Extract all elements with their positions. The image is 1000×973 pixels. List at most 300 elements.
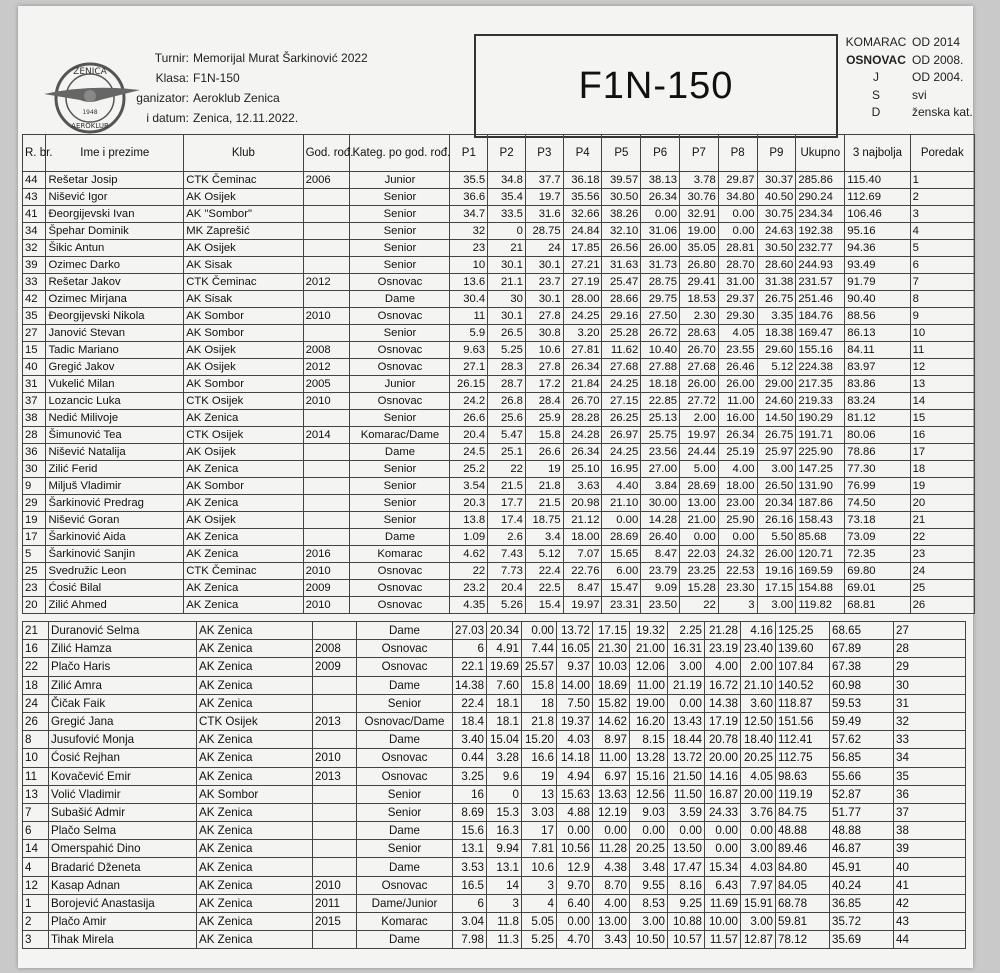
cell-p8: 23.55 xyxy=(718,342,757,359)
cell-p4: 21.12 xyxy=(563,512,602,529)
cell-p5: 25.47 xyxy=(602,274,641,291)
cell-p7: 5.00 xyxy=(680,461,719,478)
cell-best3: 46.87 xyxy=(830,840,894,858)
table-row xyxy=(23,172,975,189)
table-body-bottom xyxy=(23,622,966,949)
cell-p1: 14.38 xyxy=(453,676,487,694)
cell-year xyxy=(303,410,350,427)
cell-name: Šikic Antun xyxy=(46,240,184,257)
cell-p6: 21.00 xyxy=(630,640,668,658)
cell-name: Svedružic Leon xyxy=(46,563,184,580)
cell-p4: 25.10 xyxy=(563,461,602,478)
cell-p4: 14.18 xyxy=(557,749,593,767)
cell-p9: 2.00 xyxy=(741,658,776,676)
table-row xyxy=(23,731,966,749)
cell-p1: 27.1 xyxy=(450,359,488,376)
cell-name: Miljuš Vladimir xyxy=(46,478,184,495)
table-row xyxy=(23,376,975,393)
cell-category: Dame xyxy=(350,444,450,461)
cell-p6: 29.75 xyxy=(641,291,680,308)
col-p5: P5 xyxy=(602,135,641,172)
cell-best3: 95.16 xyxy=(845,223,910,240)
cell-p6: 9.09 xyxy=(641,580,680,597)
cell-year: 2013 xyxy=(313,712,357,730)
table-row xyxy=(23,240,975,257)
cell-rbr: 43 xyxy=(23,189,46,206)
cell-p5: 15.65 xyxy=(602,546,641,563)
cell-p9: 26.00 xyxy=(757,546,796,563)
cell-year xyxy=(313,840,357,858)
cell-rank: 3 xyxy=(910,206,974,223)
cell-category: Senior xyxy=(350,206,450,223)
cell-p9: 29.60 xyxy=(757,342,796,359)
cell-p7: 19.00 xyxy=(680,223,719,240)
cell-p2: 20.4 xyxy=(488,580,526,597)
cell-best3: 51.77 xyxy=(830,803,894,821)
cell-year xyxy=(313,694,357,712)
cell-p5: 32.10 xyxy=(602,223,641,240)
cell-p9: 3.00 xyxy=(757,597,796,614)
cell-p3: 3.4 xyxy=(525,529,563,546)
cell-p5: 0.00 xyxy=(593,822,630,840)
cell-total: 59.81 xyxy=(776,913,830,931)
cell-club: CTK Osijek xyxy=(184,427,303,444)
cell-year xyxy=(313,822,357,840)
cell-best3: 83.24 xyxy=(845,393,910,410)
table-row xyxy=(23,512,975,529)
cell-p6: 19.00 xyxy=(630,694,668,712)
cell-p9: 31.38 xyxy=(757,274,796,291)
cell-p6: 9.55 xyxy=(630,876,668,894)
cell-p5: 10.03 xyxy=(593,658,630,676)
table-row xyxy=(23,712,966,730)
cell-p1: 5.9 xyxy=(450,325,488,342)
cell-club: AK Zenica xyxy=(197,694,313,712)
cell-best3: 106.46 xyxy=(845,206,910,223)
category-name: KOMARAC xyxy=(845,35,907,49)
cell-p5: 0.00 xyxy=(602,512,641,529)
cell-p8: 10.00 xyxy=(705,913,741,931)
cell-p2: 15.04 xyxy=(487,731,522,749)
cell-rank: 37 xyxy=(894,803,966,821)
cell-year: 2005 xyxy=(303,376,350,393)
class-title: F1N-150 xyxy=(474,34,838,138)
cell-p1: 23 xyxy=(450,240,488,257)
cell-p9: 30.50 xyxy=(757,240,796,257)
cell-best3: 59.53 xyxy=(830,694,894,712)
cell-club: AK Zenica xyxy=(197,622,313,640)
cell-p5: 4.00 xyxy=(593,894,630,912)
cell-p6: 26.34 xyxy=(641,189,680,206)
cell-p2: 11.3 xyxy=(487,931,522,949)
cell-year: 2010 xyxy=(303,308,350,325)
cell-p6: 18.18 xyxy=(641,376,680,393)
cell-p4: 19.37 xyxy=(557,712,593,730)
cell-club: AK Sombor xyxy=(197,785,313,803)
cell-rank: 30 xyxy=(894,676,966,694)
cell-p9: 7.97 xyxy=(741,876,776,894)
cell-best3: 90.40 xyxy=(845,291,910,308)
cell-p6: 28.75 xyxy=(641,274,680,291)
cell-p1: 24.5 xyxy=(450,444,488,461)
cell-p9: 4.03 xyxy=(741,858,776,876)
cell-p1: 3.54 xyxy=(450,478,488,495)
table-row xyxy=(23,427,975,444)
cell-p6: 0.00 xyxy=(641,206,680,223)
cell-category: Osnovac xyxy=(357,876,453,894)
cell-p4: 36.18 xyxy=(563,172,602,189)
cell-p6: 27.88 xyxy=(641,359,680,376)
cell-total: 184.76 xyxy=(796,308,845,325)
cell-p8: 0.00 xyxy=(705,840,741,858)
cell-rank: 13 xyxy=(910,376,974,393)
cell-p1: 32 xyxy=(450,223,488,240)
table-row xyxy=(23,495,975,512)
cell-name: Borojević Anastasija xyxy=(49,894,197,912)
cell-p8: 29.87 xyxy=(718,172,757,189)
cell-year: 2008 xyxy=(313,640,357,658)
cell-club: AK Zenica xyxy=(197,803,313,821)
cell-total: 225.90 xyxy=(796,444,845,461)
cell-p1: 18.4 xyxy=(453,712,487,730)
cell-total: 187.86 xyxy=(796,495,845,512)
cell-name: Tadic Mariano xyxy=(46,342,184,359)
cell-rbr: 37 xyxy=(23,393,46,410)
cell-p4: 14.00 xyxy=(557,676,593,694)
cell-p6: 9.03 xyxy=(630,803,668,821)
cell-total: 217.35 xyxy=(796,376,845,393)
cell-rank: 1 xyxy=(910,172,974,189)
cell-p1: 0.44 xyxy=(453,749,487,767)
organizer-label: ganizator: xyxy=(136,91,189,105)
cell-rbr: 19 xyxy=(23,512,46,529)
cell-year xyxy=(313,858,357,876)
cell-p6: 12.56 xyxy=(630,785,668,803)
cell-best3: 67.89 xyxy=(830,640,894,658)
cell-p2: 3.28 xyxy=(487,749,522,767)
cell-p4: 0.00 xyxy=(557,822,593,840)
cell-rbr: 39 xyxy=(23,257,46,274)
cell-p4: 28.28 xyxy=(563,410,602,427)
cell-p3: 21.5 xyxy=(525,495,563,512)
table-row xyxy=(23,694,966,712)
cell-category: Osnovac xyxy=(350,597,450,614)
cell-category: Senior xyxy=(350,461,450,478)
cell-p2: 7.60 xyxy=(487,676,522,694)
cell-best3: 76.99 xyxy=(845,478,910,495)
cell-best3: 69.80 xyxy=(845,563,910,580)
cell-category: Junior xyxy=(350,172,450,189)
cell-p2: 21.5 xyxy=(488,478,526,495)
cell-p9: 26.50 xyxy=(757,478,796,495)
cell-category: Osnovac xyxy=(350,580,450,597)
cell-rbr: 42 xyxy=(23,291,46,308)
cell-year: 2008 xyxy=(303,342,350,359)
table-row xyxy=(23,876,966,894)
cell-best3: 77.30 xyxy=(845,461,910,478)
cell-p6: 3.84 xyxy=(641,478,680,495)
cell-p4: 4.88 xyxy=(557,803,593,821)
cell-p5: 21.10 xyxy=(602,495,641,512)
table-row xyxy=(23,342,975,359)
cell-p7: 10.57 xyxy=(668,931,705,949)
cell-p3: 18.75 xyxy=(525,512,563,529)
cell-year xyxy=(313,931,357,949)
cell-name: Janović Stevan xyxy=(46,325,184,342)
cell-category: Senior xyxy=(350,512,450,529)
cell-p8: 18.00 xyxy=(718,478,757,495)
cell-p3: 15.8 xyxy=(525,427,563,444)
cell-rbr: 10 xyxy=(23,749,49,767)
cell-category: Osnovac xyxy=(357,640,453,658)
cell-rank: 32 xyxy=(894,712,966,730)
cell-p5: 6.00 xyxy=(602,563,641,580)
turnir-value: Memorijal Murat Šarkinović 2022 xyxy=(193,51,368,65)
cell-rbr: 30 xyxy=(23,461,46,478)
cell-p1: 23.2 xyxy=(450,580,488,597)
cell-p5: 3.43 xyxy=(593,931,630,949)
cell-p3: 15.8 xyxy=(522,676,557,694)
cell-p6: 22.85 xyxy=(641,393,680,410)
table-header xyxy=(23,135,975,172)
category-row xyxy=(840,104,982,122)
cell-club: AK Zenica xyxy=(184,580,303,597)
cell-p4: 3.63 xyxy=(563,478,602,495)
cell-total: 139.60 xyxy=(776,640,830,658)
cell-p6: 26.00 xyxy=(641,240,680,257)
cell-p3: 25.9 xyxy=(525,410,563,427)
cell-rbr: 8 xyxy=(23,731,49,749)
cell-best3: 57.62 xyxy=(830,731,894,749)
cell-p6: 23.56 xyxy=(641,444,680,461)
category-row xyxy=(840,69,982,87)
cell-best3: 55.66 xyxy=(830,767,894,785)
cell-p4: 26.34 xyxy=(563,359,602,376)
cell-rbr: 12 xyxy=(23,876,49,894)
cell-p6: 12.06 xyxy=(630,658,668,676)
cell-p8: 21.28 xyxy=(705,622,741,640)
cell-rbr: 36 xyxy=(23,444,46,461)
cell-name: Kovačević Emir xyxy=(49,767,197,785)
cell-total: 232.77 xyxy=(796,240,845,257)
cell-p6: 27.00 xyxy=(641,461,680,478)
cell-year xyxy=(313,622,357,640)
table-row xyxy=(23,393,975,410)
cell-rbr: 5 xyxy=(23,546,46,563)
cell-p4: 7.50 xyxy=(557,694,593,712)
cell-p7: 22 xyxy=(680,597,719,614)
col-category: Kateg. po god. rođ. xyxy=(350,135,450,172)
cell-p8: 26.00 xyxy=(718,376,757,393)
cell-p9: 24.60 xyxy=(757,393,796,410)
cell-p6: 3.48 xyxy=(630,858,668,876)
cell-p1: 6 xyxy=(453,640,487,658)
cell-p7: 28.63 xyxy=(680,325,719,342)
table-row xyxy=(23,546,975,563)
cell-year: 2010 xyxy=(303,393,350,410)
cell-name: Kasap Adnan xyxy=(49,876,197,894)
cell-p3: 19 xyxy=(525,461,563,478)
cell-p1: 27.03 xyxy=(453,622,487,640)
cell-rbr: 44 xyxy=(23,172,46,189)
cell-p2: 18.1 xyxy=(487,712,522,730)
cell-p4: 26.34 xyxy=(563,444,602,461)
cell-p1: 4.35 xyxy=(450,597,488,614)
cell-club: AK Sombor xyxy=(184,325,303,342)
cell-p7: 3.59 xyxy=(668,803,705,821)
cell-p2: 7.43 xyxy=(488,546,526,563)
cell-p9: 21.10 xyxy=(741,676,776,694)
cell-p4: 4.94 xyxy=(557,767,593,785)
cell-total: 169.59 xyxy=(796,563,845,580)
cell-rbr: 3 xyxy=(23,931,49,949)
cell-club: AK Sombor xyxy=(184,376,303,393)
cell-total: 251.46 xyxy=(796,291,845,308)
cell-p6: 3.00 xyxy=(630,913,668,931)
cell-name: Đeorgijevski Ivan xyxy=(46,206,184,223)
cell-p8: 24.33 xyxy=(705,803,741,821)
category-name: OSNOVAC xyxy=(846,52,906,67)
cell-p5: 11.62 xyxy=(602,342,641,359)
table-row xyxy=(23,658,966,676)
cell-p7: 8.16 xyxy=(668,876,705,894)
cell-p9: 26.75 xyxy=(757,291,796,308)
cell-p7: 9.25 xyxy=(668,894,705,912)
cell-p9: 19.16 xyxy=(757,563,796,580)
cell-p5: 27.68 xyxy=(602,359,641,376)
cell-p9: 28.60 xyxy=(757,257,796,274)
cell-total: 48.88 xyxy=(776,822,830,840)
cell-p6: 16.20 xyxy=(630,712,668,730)
cell-best3: 45.91 xyxy=(830,858,894,876)
cell-p9: 20.00 xyxy=(741,785,776,803)
cell-total: 140.52 xyxy=(776,676,830,694)
cell-p7: 2.25 xyxy=(668,622,705,640)
cell-p3: 18 xyxy=(522,694,557,712)
cell-best3: 78.86 xyxy=(845,444,910,461)
cell-p7: 28.69 xyxy=(680,478,719,495)
cell-p2: 21.1 xyxy=(488,274,526,291)
cell-p9: 29.00 xyxy=(757,376,796,393)
cell-p5: 26.97 xyxy=(602,427,641,444)
cell-p5: 38.26 xyxy=(602,206,641,223)
cell-p5: 12.19 xyxy=(593,803,630,821)
cell-p5: 17.15 xyxy=(593,622,630,640)
cell-total: 192.38 xyxy=(796,223,845,240)
cell-rbr: 40 xyxy=(23,359,46,376)
cell-year: 2010 xyxy=(313,876,357,894)
cell-club: AK Zenica xyxy=(184,495,303,512)
cell-p1: 25.2 xyxy=(450,461,488,478)
cell-best3: 36.85 xyxy=(830,894,894,912)
cell-category: Dame xyxy=(357,731,453,749)
cell-p1: 13.8 xyxy=(450,512,488,529)
cell-name: Šarkinović Predrag xyxy=(46,495,184,512)
cell-p7: 23.25 xyxy=(680,563,719,580)
col-p2: P2 xyxy=(488,135,526,172)
cell-best3: 86.13 xyxy=(845,325,910,342)
cell-rbr: 28 xyxy=(23,427,46,444)
cell-category: Dame/Junior xyxy=(357,894,453,912)
cell-total: 119.82 xyxy=(796,597,845,614)
cell-year xyxy=(303,240,350,257)
cell-name: Bradarić Dženeta xyxy=(49,858,197,876)
cell-club: AK Zenica xyxy=(184,461,303,478)
cell-p2: 4.91 xyxy=(487,640,522,658)
category-definition: OD 2008. xyxy=(912,52,964,67)
cell-total: 285.86 xyxy=(796,172,845,189)
cell-p9: 23.40 xyxy=(741,640,776,658)
cell-p6: 31.73 xyxy=(641,257,680,274)
cell-total: 158.43 xyxy=(796,512,845,529)
cell-category: Dame xyxy=(357,676,453,694)
cell-total: 120.71 xyxy=(796,546,845,563)
cell-p3: 16.6 xyxy=(522,749,557,767)
cell-p2: 21 xyxy=(488,240,526,257)
cell-p7: 0.00 xyxy=(668,694,705,712)
cell-best3: 93.49 xyxy=(845,257,910,274)
cell-p5: 13.00 xyxy=(593,913,630,931)
cell-best3: 83.97 xyxy=(845,359,910,376)
cell-p6: 8.15 xyxy=(630,731,668,749)
cell-p8: 29.30 xyxy=(718,308,757,325)
table-row xyxy=(23,274,975,291)
cell-name: Šarkinović Aida xyxy=(46,529,184,546)
cell-p1: 6 xyxy=(453,894,487,912)
cell-p4: 27.19 xyxy=(563,274,602,291)
table-row xyxy=(23,803,966,821)
cell-p2: 18.1 xyxy=(487,694,522,712)
cell-rank: 14 xyxy=(910,393,974,410)
cell-p2: 11.8 xyxy=(487,913,522,931)
cell-name: Špehar Dominik xyxy=(46,223,184,240)
cell-category: Osnovac/Dame xyxy=(357,712,453,730)
cell-year: 2016 xyxy=(303,546,350,563)
cell-rbr: 15 xyxy=(23,342,46,359)
cell-p5: 30.50 xyxy=(602,189,641,206)
cell-total: 290.24 xyxy=(796,189,845,206)
cell-p8: 29.37 xyxy=(718,291,757,308)
cell-p7: 21.19 xyxy=(668,676,705,694)
cell-p6: 30.00 xyxy=(641,495,680,512)
cell-best3: 84.11 xyxy=(845,342,910,359)
cell-name: Rešetar Josip xyxy=(46,172,184,189)
cell-p5: 8.70 xyxy=(593,876,630,894)
cell-p3: 30.1 xyxy=(525,257,563,274)
cell-p7: 13.43 xyxy=(668,712,705,730)
cell-category: Senior xyxy=(357,803,453,821)
cell-p3: 22.4 xyxy=(525,563,563,580)
cell-p9: 5.12 xyxy=(757,359,796,376)
cell-p2: 16.3 xyxy=(487,822,522,840)
cell-club: AK Zenica xyxy=(197,858,313,876)
cell-year xyxy=(313,676,357,694)
cell-p9: 25.97 xyxy=(757,444,796,461)
cell-rbr: 25 xyxy=(23,563,46,580)
cell-name: Vukelić Milan xyxy=(46,376,184,393)
cell-p3: 31.6 xyxy=(525,206,563,223)
col-p6: P6 xyxy=(641,135,680,172)
cell-p4: 9.70 xyxy=(557,876,593,894)
cell-p9: 3.60 xyxy=(741,694,776,712)
cell-p4: 0.00 xyxy=(557,913,593,931)
cell-club: AK Osijek xyxy=(184,444,303,461)
cell-name: Ozimec Mirjana xyxy=(46,291,184,308)
cell-category: Osnovac xyxy=(350,274,450,291)
cell-rbr: 7 xyxy=(23,803,49,821)
cell-p1: 3.40 xyxy=(453,731,487,749)
cell-rank: 33 xyxy=(894,731,966,749)
